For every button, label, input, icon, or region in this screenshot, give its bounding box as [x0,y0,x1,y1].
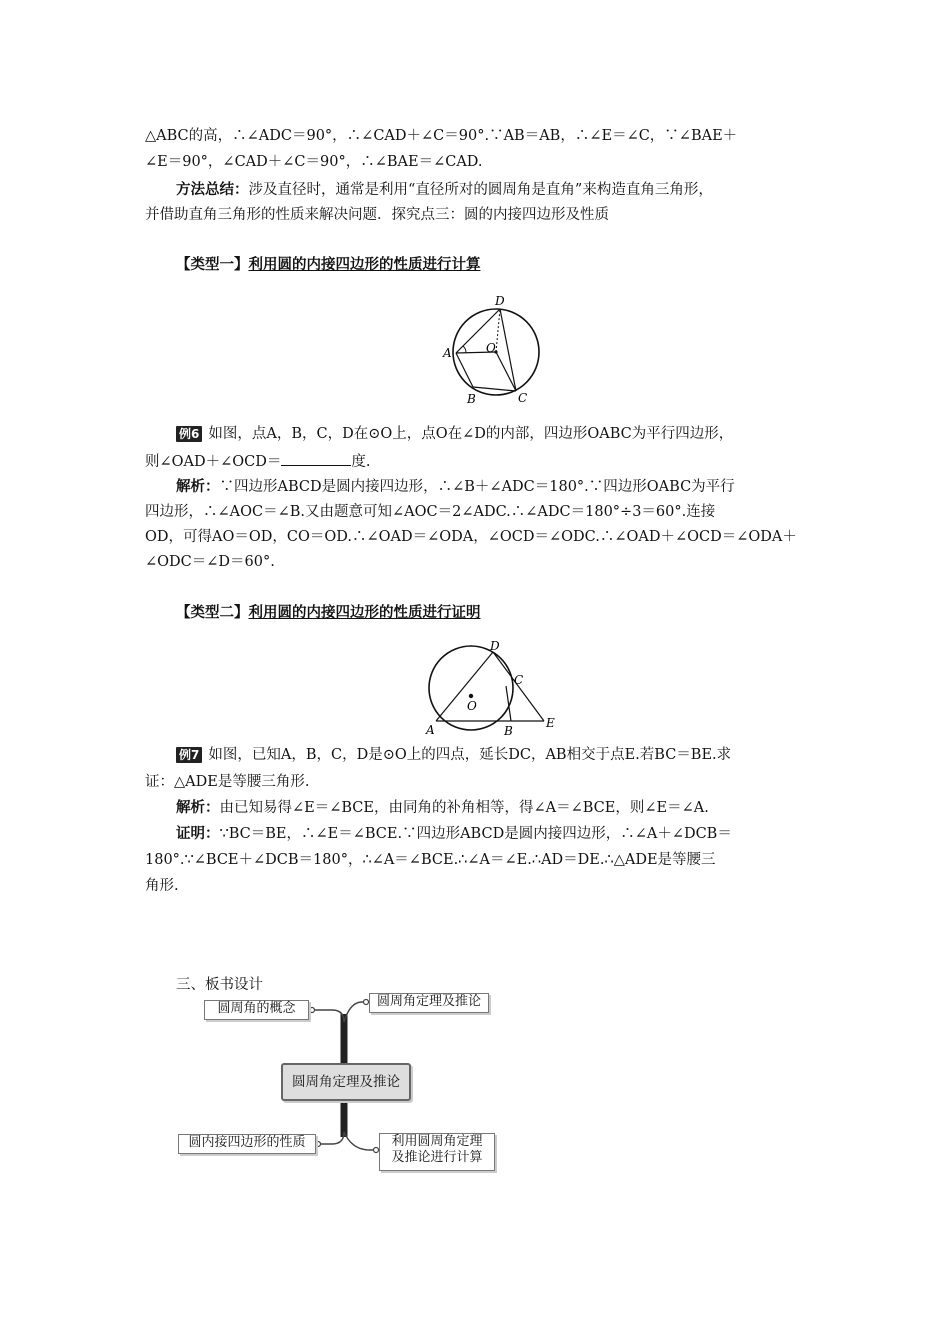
type2-bracket: 【类型二】 [176,605,249,621]
label-a: A [443,346,452,360]
type2-title: 利用圆的内接四边形的性质进行证明 [248,605,481,621]
type1-bracket: 【类型一】 [176,257,249,273]
label-o: O [486,341,496,355]
mindmap-node-concept: 圆周角的概念 [204,1000,309,1020]
text-line: 角形. [145,878,179,894]
mindmap-node-theorem: 圆周角定理及推论 [369,993,489,1013]
example6-badge: 例6 [176,426,202,442]
mindmap-node-quadrilateral: 圆内接四边形的性质 [178,1134,316,1154]
text-line: ∠ODC＝∠D＝60°. [145,554,275,570]
label-o: O [467,699,477,713]
method-label: 方法总结： [176,182,249,198]
proof-label: 证明： [176,826,220,842]
label-b: B [504,724,513,738]
mindmap-node-calculation [379,1133,495,1171]
label-c: C [514,673,524,687]
mindmap-node-calculation-line2: 及推论进行计算 [391,1150,483,1165]
label-b: B [467,392,476,406]
example6-line1: 如图，点A，B，C，D在⊙O上，点O在∠D的内部，四边形OABC为平行四边形， [208,426,734,442]
label-d: D [495,294,505,308]
example6-line2-post: 度. [351,454,371,470]
board-heading: 三、板书设计 [176,977,263,993]
example6-line2-pre: 则∠OAD＋∠OCD＝ [145,454,282,470]
mindmap-node-calculation-line1: 利用圆周角定理 [391,1134,483,1149]
text-line: 并借助直角三角形的性质来解决问题．探究点三：圆的内接四边形及性质 [145,207,609,223]
text-line: △ABC的高，∴∠ADC＝90°，∴∠CAD＋∠C＝90°.∵AB＝AB，∴∠E＝∠C，∵∠BAE＋ [145,128,738,144]
analysis-label: 解析： [176,800,220,816]
analysis-text: 由已知易得∠E＝∠BCE，由同角的补角相等，得∠A＝∠BCE，则∠E＝∠A. [219,800,709,816]
method-text: 涉及直径时，通常是利用“直径所对的圆周角是直角”来构造直角三角形， [248,182,713,198]
label-a: A [426,723,435,737]
analysis-label: 解析： [176,479,220,495]
proof-text: ∵BC＝BE，∴∠E＝∠BCE.∵四边形ABCD是圆内接四边形，∴∠A＋∠DCB＝ [219,826,732,842]
example7-badge: 例7 [176,747,202,763]
text-line: 四边形，∴∠AOC＝∠B.又由题意可知∠AOC＝2∠ADC.∴∠ADC＝180°÷3＝60°.连接 [145,504,716,520]
label-c: C [518,391,528,405]
text-line: 180°.∵∠BCE＋∠DCB＝180°，∴∠A＝∠BCE.∴∠A＝∠E.∴AD＝DE.∴△ADE是等腰三 [145,852,716,868]
text-line: ∠E＝90°，∠CAD＋∠C＝90°，∴∠BAE＝∠CAD. [145,154,483,170]
mindmap-center-node: 圆周角定理及推论 [281,1063,411,1101]
label-d: D [490,639,500,653]
text-line: 证：△ADE是等腰三角形. [145,774,310,790]
example7-line1: 如图，已知A，B，C，D是⊙O上的四点，延长DC，AB相交于点E.若BC＝BE.求 [208,747,732,763]
label-e: E [546,716,555,730]
type1-title: 利用圆的内接四边形的性质进行计算 [248,257,481,273]
analysis-text: ∵四边形ABCD是圆内接四边形，∴∠B＋∠ADC＝180°.∵四边形OABC为平行 [219,479,735,495]
text-line: OD，可得AO＝OD，CO＝OD.∴∠OAD＝∠ODA，∠OCD＝∠ODC.∴∠OAD＋∠OCD＝∠ODA＋ [145,529,797,545]
